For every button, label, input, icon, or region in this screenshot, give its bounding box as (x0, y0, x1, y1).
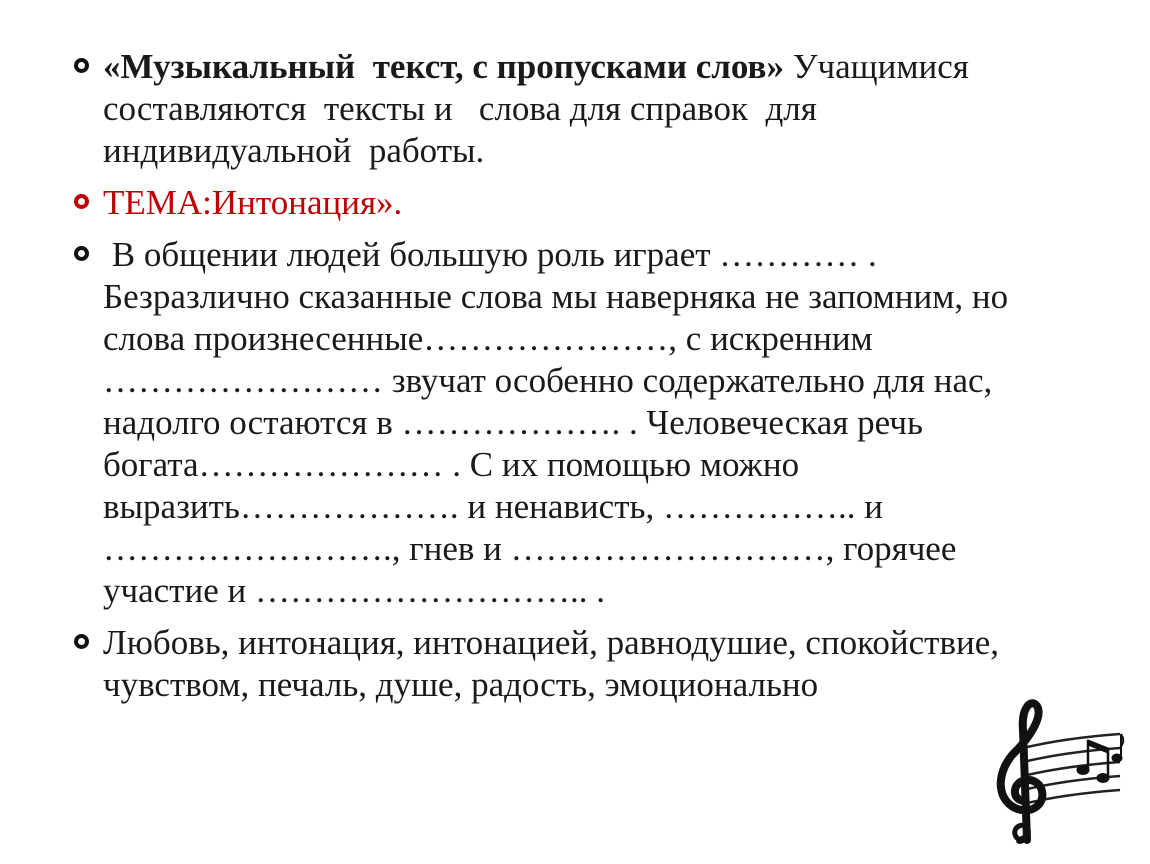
slide-content (74, 46, 1114, 716)
text-line: Безразлично сказанные слова мы наверняка не запомним, но (103, 277, 1009, 316)
task-intro: Учащимися (783, 47, 969, 86)
treble-clef-music-icon (985, 690, 1125, 850)
text-line (103, 46, 1114, 88)
text-line: …………………… звучат особенно содержательно для нас, (103, 361, 993, 400)
task-title: «Музыкальный текст, с пропусками слов» (103, 47, 784, 86)
text-line: составляются тексты и слова для справок для (103, 89, 817, 128)
text-line: богата………………… . С их помощью можно (103, 445, 800, 484)
bullet-item-theme (74, 182, 1114, 224)
theme-heading: ТЕМА:Интонация». (103, 183, 403, 222)
text-line: В общении людей большую роль играет ………… . (103, 235, 877, 274)
circle-bullet-icon (74, 634, 89, 649)
bullet-item-word-bank (74, 622, 1114, 706)
text-line: участие и ……………………….. . (103, 571, 605, 610)
circle-bullet-icon (74, 58, 89, 73)
text-line: ……………………., гнев и ………………………, горячее (103, 529, 957, 568)
text-line: индивидуальной работы. (103, 131, 485, 170)
text-line: Любовь, интонация, интонацией, равнодушие, спокойствие, (103, 623, 999, 662)
text-line: чувством, печаль, душе, радость, эмоционально (103, 665, 819, 704)
circle-bullet-icon (74, 194, 89, 209)
text-line: надолго остаются в ………………. . Человеческая речь (103, 403, 923, 442)
text-line: выразить………………. и ненависть, …………….. и (103, 487, 883, 526)
circle-bullet-icon (74, 246, 89, 261)
text-line: слова произнесенные…………………, с искренним (103, 319, 873, 358)
bullet-item-gap-text (74, 234, 1114, 612)
bullet-item-task-description (74, 46, 1114, 172)
